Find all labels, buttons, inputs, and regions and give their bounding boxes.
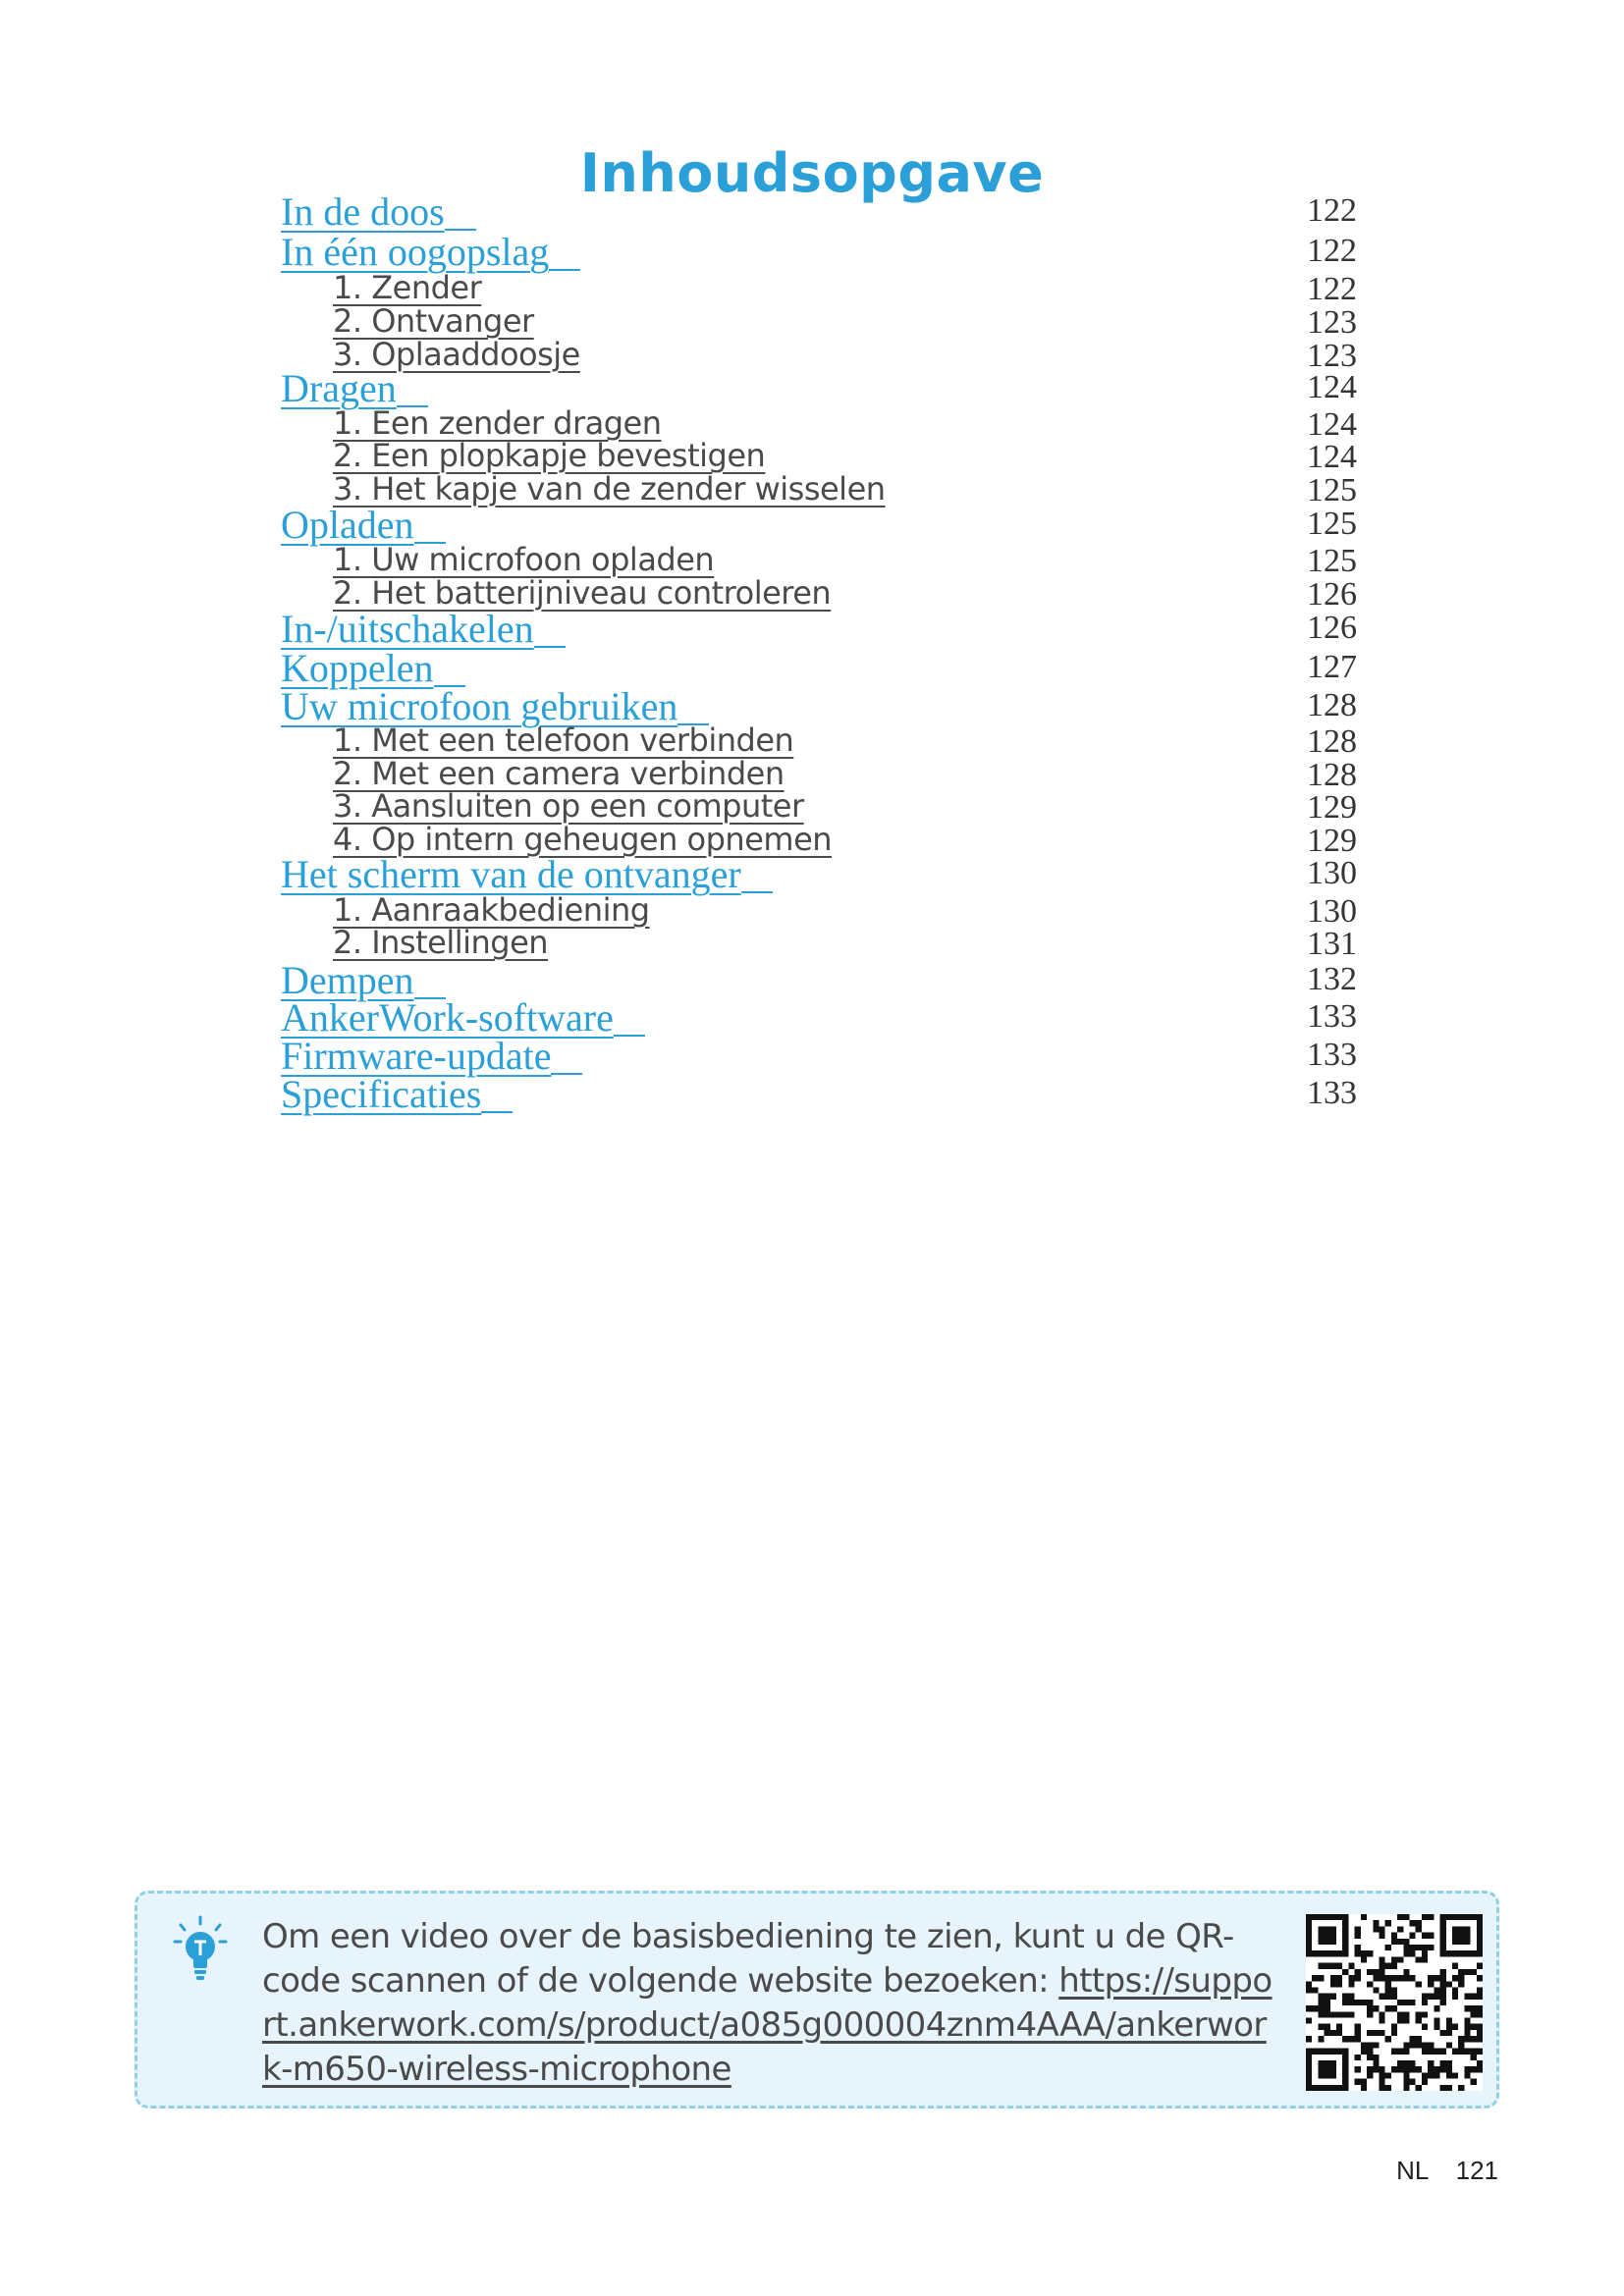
toc-page-number: 130 — [1307, 855, 1357, 891]
toc-subsection-link[interactable]: 2. Een plopkapje bevestigen — [333, 437, 766, 474]
toc-page-number: 128 — [1307, 723, 1357, 760]
toc-section-link[interactable]: Uw microfoon gebruiken — [281, 683, 709, 729]
page-title: Inhoudsopgave — [579, 142, 1045, 204]
tip-box — [135, 1891, 1499, 2109]
toc-subsection-link[interactable]: 2. Ontvanger — [333, 302, 534, 340]
page-footer — [1396, 2156, 1498, 2186]
toc-section-link[interactable]: Dempen — [281, 957, 446, 1003]
toc-page-number: 128 — [1307, 757, 1357, 793]
tip-message: Om een video over de basisbediening te zien, kunt u de QR-code scannen of de volgende website bezoeken: — [262, 1917, 1234, 2001]
toc-page-number: 123 — [1307, 304, 1357, 341]
toc-page-number: 133 — [1307, 1037, 1357, 1073]
qr-code-icon — [1306, 1914, 1483, 2091]
toc-section-link[interactable]: In-/uitschakelen — [281, 606, 566, 652]
toc-subsection-link[interactable]: 2. Instellingen — [333, 924, 549, 961]
toc-subsection-link[interactable]: 4. Op intern geheugen opnemen — [333, 821, 833, 858]
language-code: NL — [1396, 2156, 1430, 2185]
support-link[interactable]: https://support.ankerwork.com/s/product/a085g000004znm4AAA/ankerwork-m650-wireless-microphone — [262, 1961, 1272, 2089]
page-number: 121 — [1455, 2156, 1498, 2185]
toc-page-number: 122 — [1307, 192, 1357, 229]
toc-page-number: 126 — [1307, 610, 1357, 646]
toc-section-link[interactable]: Koppelen — [281, 645, 465, 691]
toc-row — [0, 1071, 1624, 1120]
toc-subsection-link[interactable]: 1. Zender — [333, 269, 482, 306]
toc-page-number: 124 — [1307, 439, 1357, 475]
toc-section-link[interactable]: Specificaties — [281, 1071, 513, 1117]
toc-page-number: 129 — [1307, 789, 1357, 826]
toc-section-link[interactable]: Firmware-update — [281, 1033, 582, 1079]
toc-page-number: 125 — [1307, 543, 1357, 579]
lightbulb-icon — [173, 1915, 228, 1984]
toc-subsection-link[interactable]: 2. Het batterijniveau controleren — [333, 574, 832, 612]
tip-text — [262, 1915, 1283, 2092]
toc-page-number: 125 — [1307, 472, 1357, 508]
toc-subsection-link[interactable]: 3. Oplaaddoosje — [333, 336, 580, 373]
toc-subsection-link[interactable]: 1. Met een telefoon verbinden — [333, 721, 794, 759]
toc-page-number: 131 — [1307, 926, 1357, 962]
toc-page-number: 132 — [1307, 961, 1357, 997]
toc-page-number: 124 — [1307, 369, 1357, 405]
toc-section-link[interactable]: In de doos — [281, 188, 476, 235]
toc-subsection-link[interactable]: 1. Uw microfoon opladen — [333, 541, 715, 578]
toc-subsection-link[interactable]: 3. Aansluiten op een computer — [333, 787, 804, 825]
toc-section-link[interactable]: Het scherm van de ontvanger — [281, 851, 773, 897]
toc-subsection-link[interactable]: 1. Aanraakbediening — [333, 891, 650, 929]
toc-page-number: 122 — [1307, 271, 1357, 307]
toc-page-number: 129 — [1307, 823, 1357, 859]
toc-section-link[interactable]: In één oogopslag — [281, 229, 580, 275]
toc-page-number: 126 — [1307, 576, 1357, 613]
toc-page-number: 130 — [1307, 893, 1357, 930]
toc-section-link[interactable]: AnkerWork-software — [281, 994, 645, 1041]
toc-section-link[interactable]: Opladen — [281, 502, 446, 548]
toc-page-number: 128 — [1307, 687, 1357, 723]
toc-subsection-link[interactable]: 3. Het kapje van de zender wisselen — [333, 470, 886, 507]
toc-subsection-link[interactable]: 2. Met een camera verbinden — [333, 755, 785, 792]
toc-page-number: 122 — [1307, 233, 1357, 269]
toc-page-number: 125 — [1307, 506, 1357, 542]
toc-subsection-link[interactable]: 1. Een zender dragen — [333, 404, 662, 442]
toc-page-number: 123 — [1307, 338, 1357, 374]
toc-page-number: 124 — [1307, 406, 1357, 443]
toc-page-number: 127 — [1307, 649, 1357, 685]
toc-section-link[interactable]: Dragen — [281, 365, 428, 411]
toc-page-number: 133 — [1307, 998, 1357, 1035]
toc-page-number: 133 — [1307, 1075, 1357, 1111]
